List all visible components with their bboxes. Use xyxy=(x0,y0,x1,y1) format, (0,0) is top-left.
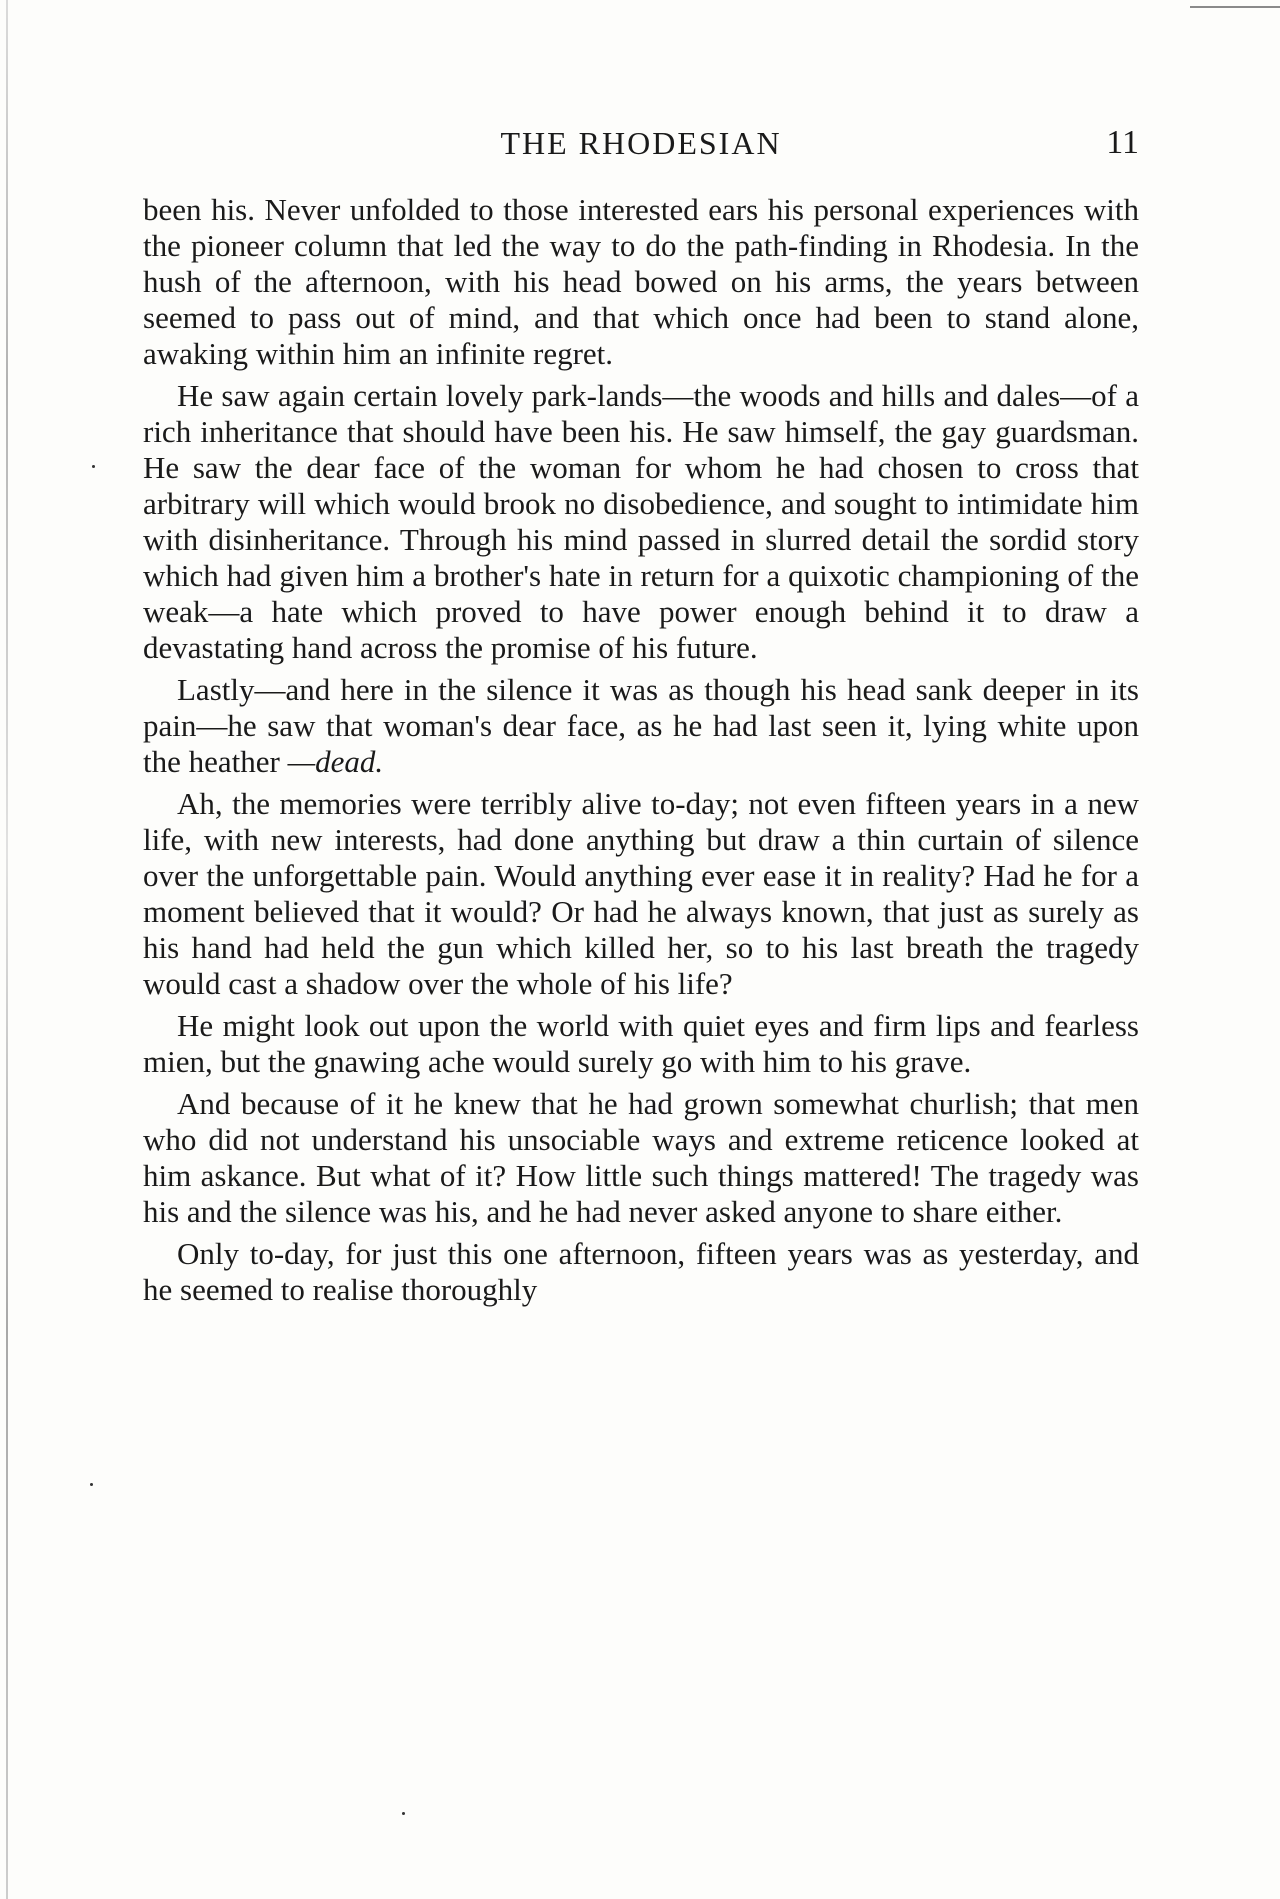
paragraph-5-text: He might look out upon the world with quiet eyes and firm lips and fearless mien, but the gnawing ache would surely go with him to his grave. xyxy=(143,1008,1139,1079)
running-title: THE RHODESIAN xyxy=(500,125,782,161)
body-text xyxy=(143,192,1139,1314)
paragraph-2 xyxy=(143,378,1139,666)
paragraph-5 xyxy=(143,1008,1139,1080)
scan-edge-top xyxy=(1190,6,1280,8)
paragraph-7-text: Only to-day, for just this one afternoon, fifteen years was as yesterday, and he seemed to realise thoroughly xyxy=(143,1236,1139,1307)
paragraph-7 xyxy=(143,1236,1139,1308)
paragraph-2-text: He saw again certain lovely park-lands—the woods and hills and dales—of a rich inheritance that should have been his. He saw himself, the gay guardsman. He saw the dear face of the woman for whom he had chosen to cross that arbitrary will which would brook no disobedience, and sought to intimidate him with disinheritance. Through his mind passed in slurred detail the sordid story which had given him a brother's hate in return for a quixotic championing of the weak—a hate which proved to have power enough behind it to draw a devastating hand across the promise of his future. xyxy=(143,378,1139,665)
paragraph-1 xyxy=(143,192,1139,372)
page-header xyxy=(143,120,1139,166)
paragraph-4-text: Ah, the memories were terribly alive to-day; not even fifteen years in a new life, with new interests, had done anything but draw a thin curtain of silence over the unforgettable pain. Would anything ever ease it in reality? Had he for a moment believed that it would? Or had he always known, that just as surely as his hand had held the gun which killed her, so to his last breath the tragedy would cast a shadow over the whole of his life? xyxy=(143,786,1139,1001)
page-number: 11 xyxy=(1106,124,1139,161)
paragraph-6 xyxy=(143,1086,1139,1230)
scan-speck xyxy=(92,465,95,468)
paragraph-3-italic-ending: —dead. xyxy=(287,744,384,779)
paragraph-3-text: Lastly—and here in the silence it was as though his head sank deeper in its pain—he saw that woman's dear face, as he had last seen it, lying white upon the heather xyxy=(143,672,1139,779)
paragraph-3 xyxy=(143,672,1139,780)
paragraph-4 xyxy=(143,786,1139,1002)
paragraph-6-text: And because of it he knew that he had grown somewhat churlish; that men who did not understand his unsociable ways and extreme reticence looked at him askance. But what of it? How little such things mattered! The tragedy was his and the silence was his, and he had never asked anyone to share either. xyxy=(143,1086,1139,1229)
paragraph-1-text: been his. Never unfolded to those interested ears his personal experiences with the pioneer column that led the way to do the path-finding in Rhodesia. In the hush of the afternoon, with his head bowed on his arms, the years between seemed to pass out of mind, and that which once had been to stand alone, awaking within him an infinite regret. xyxy=(143,192,1139,371)
scan-speck xyxy=(90,1483,93,1486)
scan-speck xyxy=(402,1812,405,1815)
scan-edge-left xyxy=(6,0,8,1899)
